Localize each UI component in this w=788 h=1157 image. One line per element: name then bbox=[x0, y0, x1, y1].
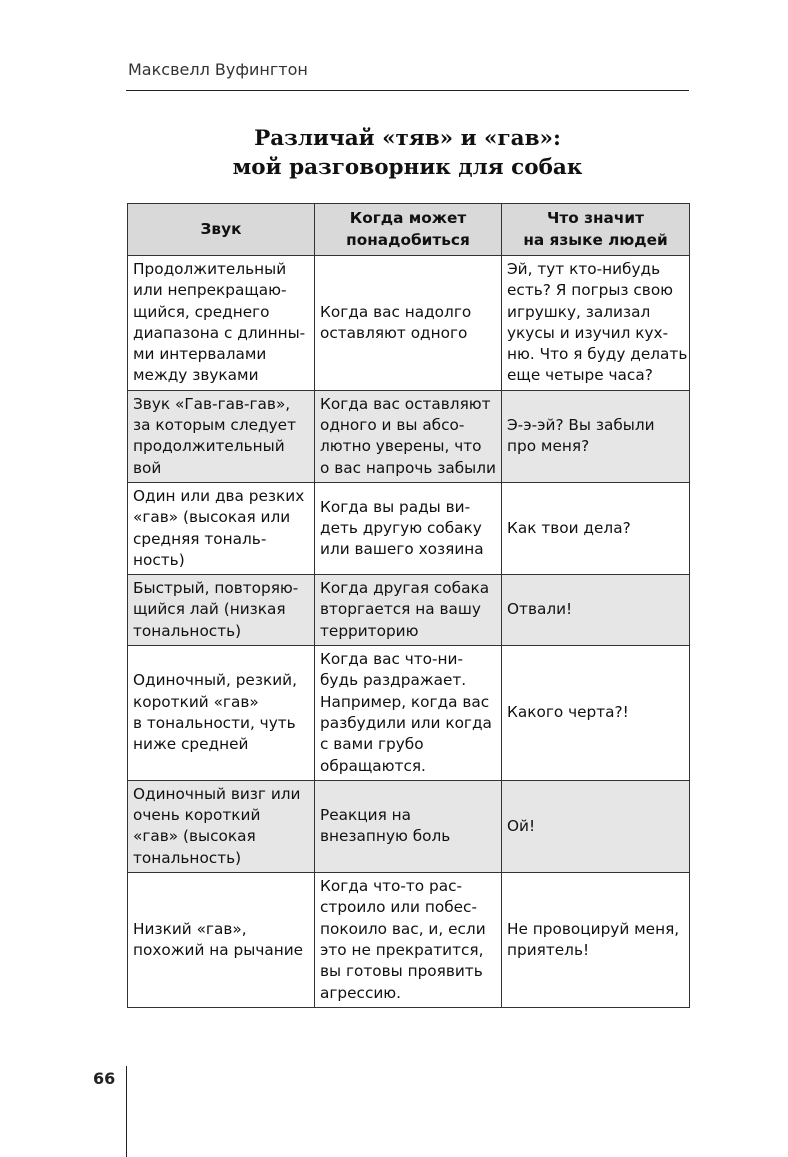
cell-text-line: ню. Что я буду делать bbox=[507, 345, 688, 364]
cell-text-line: вы готовы проявить bbox=[320, 962, 483, 981]
table-title-line-1: Различай «тяв» и «гав»: bbox=[254, 126, 561, 151]
cell-text-line: Когда что-то рас- bbox=[320, 877, 463, 896]
cell-text-line: диапазона с длинны- bbox=[133, 323, 306, 342]
cell-text-line: щийся лай (низкая bbox=[133, 600, 286, 619]
cell-text-line: лютно уверены, что bbox=[320, 437, 482, 456]
cell-text-line: щийся, среднего bbox=[133, 302, 270, 321]
header-line: понадобиться bbox=[346, 230, 470, 249]
table-cell-sound bbox=[128, 873, 315, 1008]
cell-text-line: ность) bbox=[133, 550, 185, 569]
cell-text-line: тональность) bbox=[133, 848, 242, 867]
header-line: Что значит bbox=[547, 209, 644, 228]
cell-text-line: Когда вы рады ви- bbox=[320, 497, 471, 516]
table-cell-meaning bbox=[502, 575, 690, 646]
cell-text-line: одного и вы абсо- bbox=[320, 416, 465, 435]
table-cell-sound bbox=[128, 575, 315, 646]
header-line: на языке людей bbox=[523, 230, 668, 249]
cell-text-line: Когда вас надолго bbox=[320, 302, 472, 321]
cell-text-line: вторгается на вашу bbox=[320, 600, 481, 619]
cell-text-line: это не прекратится, bbox=[320, 940, 484, 959]
table-cell-when bbox=[315, 646, 502, 781]
table-title-line-2: мой разговорник для собак bbox=[232, 155, 583, 180]
cell-text-line: еще четыре часа? bbox=[507, 366, 653, 385]
table-cell-when bbox=[315, 390, 502, 482]
cell-text-line: территорию bbox=[320, 621, 419, 640]
table-row bbox=[128, 482, 690, 574]
cell-text-line: очень короткий bbox=[133, 806, 261, 825]
cell-text-line: «гав» (высокая или bbox=[133, 508, 291, 527]
cell-text-line: Одиночный визг или bbox=[133, 784, 301, 803]
table-cell-sound bbox=[128, 482, 315, 574]
phrasebook-table bbox=[127, 203, 690, 1008]
table-row bbox=[128, 646, 690, 781]
cell-text-line: есть? Я погрыз свою bbox=[507, 281, 674, 300]
cell-text-line: Одиночный, резкий, bbox=[133, 671, 297, 690]
table-row bbox=[128, 256, 690, 391]
cell-text-line: короткий «гав» bbox=[133, 692, 259, 711]
table-row bbox=[128, 780, 690, 872]
cell-text-line: укусы и изучил кух- bbox=[507, 323, 669, 342]
table-cell-meaning bbox=[502, 873, 690, 1008]
cell-text-line: Быстрый, повторяю- bbox=[133, 579, 299, 598]
cell-text-line: Не провоцируй меня, bbox=[507, 919, 680, 938]
cell-text-line: средняя тональ- bbox=[133, 529, 267, 548]
header-cell-sound bbox=[128, 204, 315, 256]
cell-text-line: между звуками bbox=[133, 366, 259, 385]
cell-text-line: похожий на рычание bbox=[133, 940, 304, 959]
table-row bbox=[128, 873, 690, 1008]
cell-text-line: Когда другая собака bbox=[320, 579, 490, 598]
table-cell-meaning bbox=[502, 646, 690, 781]
cell-text-line: внезапную боль bbox=[320, 827, 451, 846]
header-cell-meaning bbox=[502, 204, 690, 256]
table-cell-when bbox=[315, 780, 502, 872]
cell-text-line: Какого черта?! bbox=[507, 703, 629, 722]
cell-text-line: ми интервалами bbox=[133, 345, 267, 364]
cell-text-line: ниже средней bbox=[133, 735, 249, 754]
cell-text-line: Низкий «гав», bbox=[133, 919, 247, 938]
cell-text-line: строило или побес- bbox=[320, 898, 477, 917]
table-cell-meaning bbox=[502, 780, 690, 872]
cell-text-line: Ой! bbox=[507, 816, 536, 835]
table-row bbox=[128, 390, 690, 482]
table-cell-sound bbox=[128, 390, 315, 482]
page-number-rule bbox=[126, 1066, 127, 1157]
cell-text-line: про меня? bbox=[507, 437, 590, 456]
cell-text-line: или вашего хозяина bbox=[320, 540, 484, 559]
cell-text-line: Звук «Гав-гав-гав», bbox=[133, 394, 291, 413]
cell-text-line: игрушку, зализал bbox=[507, 302, 651, 321]
cell-text-line: обращаются. bbox=[320, 756, 426, 775]
table-cell-when bbox=[315, 575, 502, 646]
cell-text-line: вой bbox=[133, 458, 162, 477]
cell-text-line: за которым следует bbox=[133, 416, 296, 435]
cell-text-line: агрессию. bbox=[320, 983, 402, 1002]
cell-text-line: тональность) bbox=[133, 621, 242, 640]
cell-text-line: Когда вас оставляют bbox=[320, 394, 491, 413]
table-cell-when bbox=[315, 873, 502, 1008]
cell-text-line: в тональности, чуть bbox=[133, 713, 296, 732]
cell-text-line: Один или два резких bbox=[133, 486, 305, 505]
header-line: Когда может bbox=[349, 209, 467, 228]
cell-text-line: или непрекращаю- bbox=[133, 281, 287, 300]
cell-text-line: будь раздражает. bbox=[320, 671, 467, 690]
cell-text-line: приятель! bbox=[507, 940, 590, 959]
table-row bbox=[128, 575, 690, 646]
cell-text-line: Как твои дела? bbox=[507, 518, 631, 537]
table-title bbox=[126, 124, 689, 182]
page-number: 66 bbox=[93, 1069, 116, 1088]
cell-text-line: оставляют одного bbox=[320, 323, 468, 342]
cell-text-line: Эй, тут кто-нибудь bbox=[507, 260, 661, 278]
table-cell-sound bbox=[128, 646, 315, 781]
table-body bbox=[128, 256, 690, 1008]
header-rule bbox=[126, 90, 689, 91]
cell-text-line: Э-э-эй? Вы забыли bbox=[507, 416, 655, 435]
cell-text-line: Например, когда вас bbox=[320, 692, 490, 711]
cell-text-line: Продолжительный bbox=[133, 260, 287, 278]
table-cell-meaning bbox=[502, 256, 690, 391]
table-cell-when bbox=[315, 482, 502, 574]
cell-text-line: покоило вас, и, если bbox=[320, 919, 486, 938]
header-line: Звук bbox=[200, 219, 242, 238]
table-cell-sound bbox=[128, 780, 315, 872]
cell-text-line: Отвали! bbox=[507, 600, 573, 619]
header-cell-when bbox=[315, 204, 502, 256]
cell-text-line: Когда вас что-ни- bbox=[320, 650, 464, 669]
cell-text-line: о вас напрочь забыли bbox=[320, 458, 496, 477]
cell-text-line: с вами грубо bbox=[320, 735, 424, 754]
cell-text-line: продолжительный bbox=[133, 437, 285, 456]
running-head-author: Максвелл Вуфингтон bbox=[128, 60, 308, 79]
table-cell-when bbox=[315, 256, 502, 391]
table-cell-meaning bbox=[502, 390, 690, 482]
table-cell-sound bbox=[128, 256, 315, 391]
table-header-row bbox=[128, 204, 690, 256]
table-cell-meaning bbox=[502, 482, 690, 574]
cell-text-line: «гав» (высокая bbox=[133, 827, 256, 846]
cell-text-line: разбудили или когда bbox=[320, 713, 492, 732]
cell-text-line: деть другую собаку bbox=[320, 518, 482, 537]
cell-text-line: Реакция на bbox=[320, 806, 412, 825]
